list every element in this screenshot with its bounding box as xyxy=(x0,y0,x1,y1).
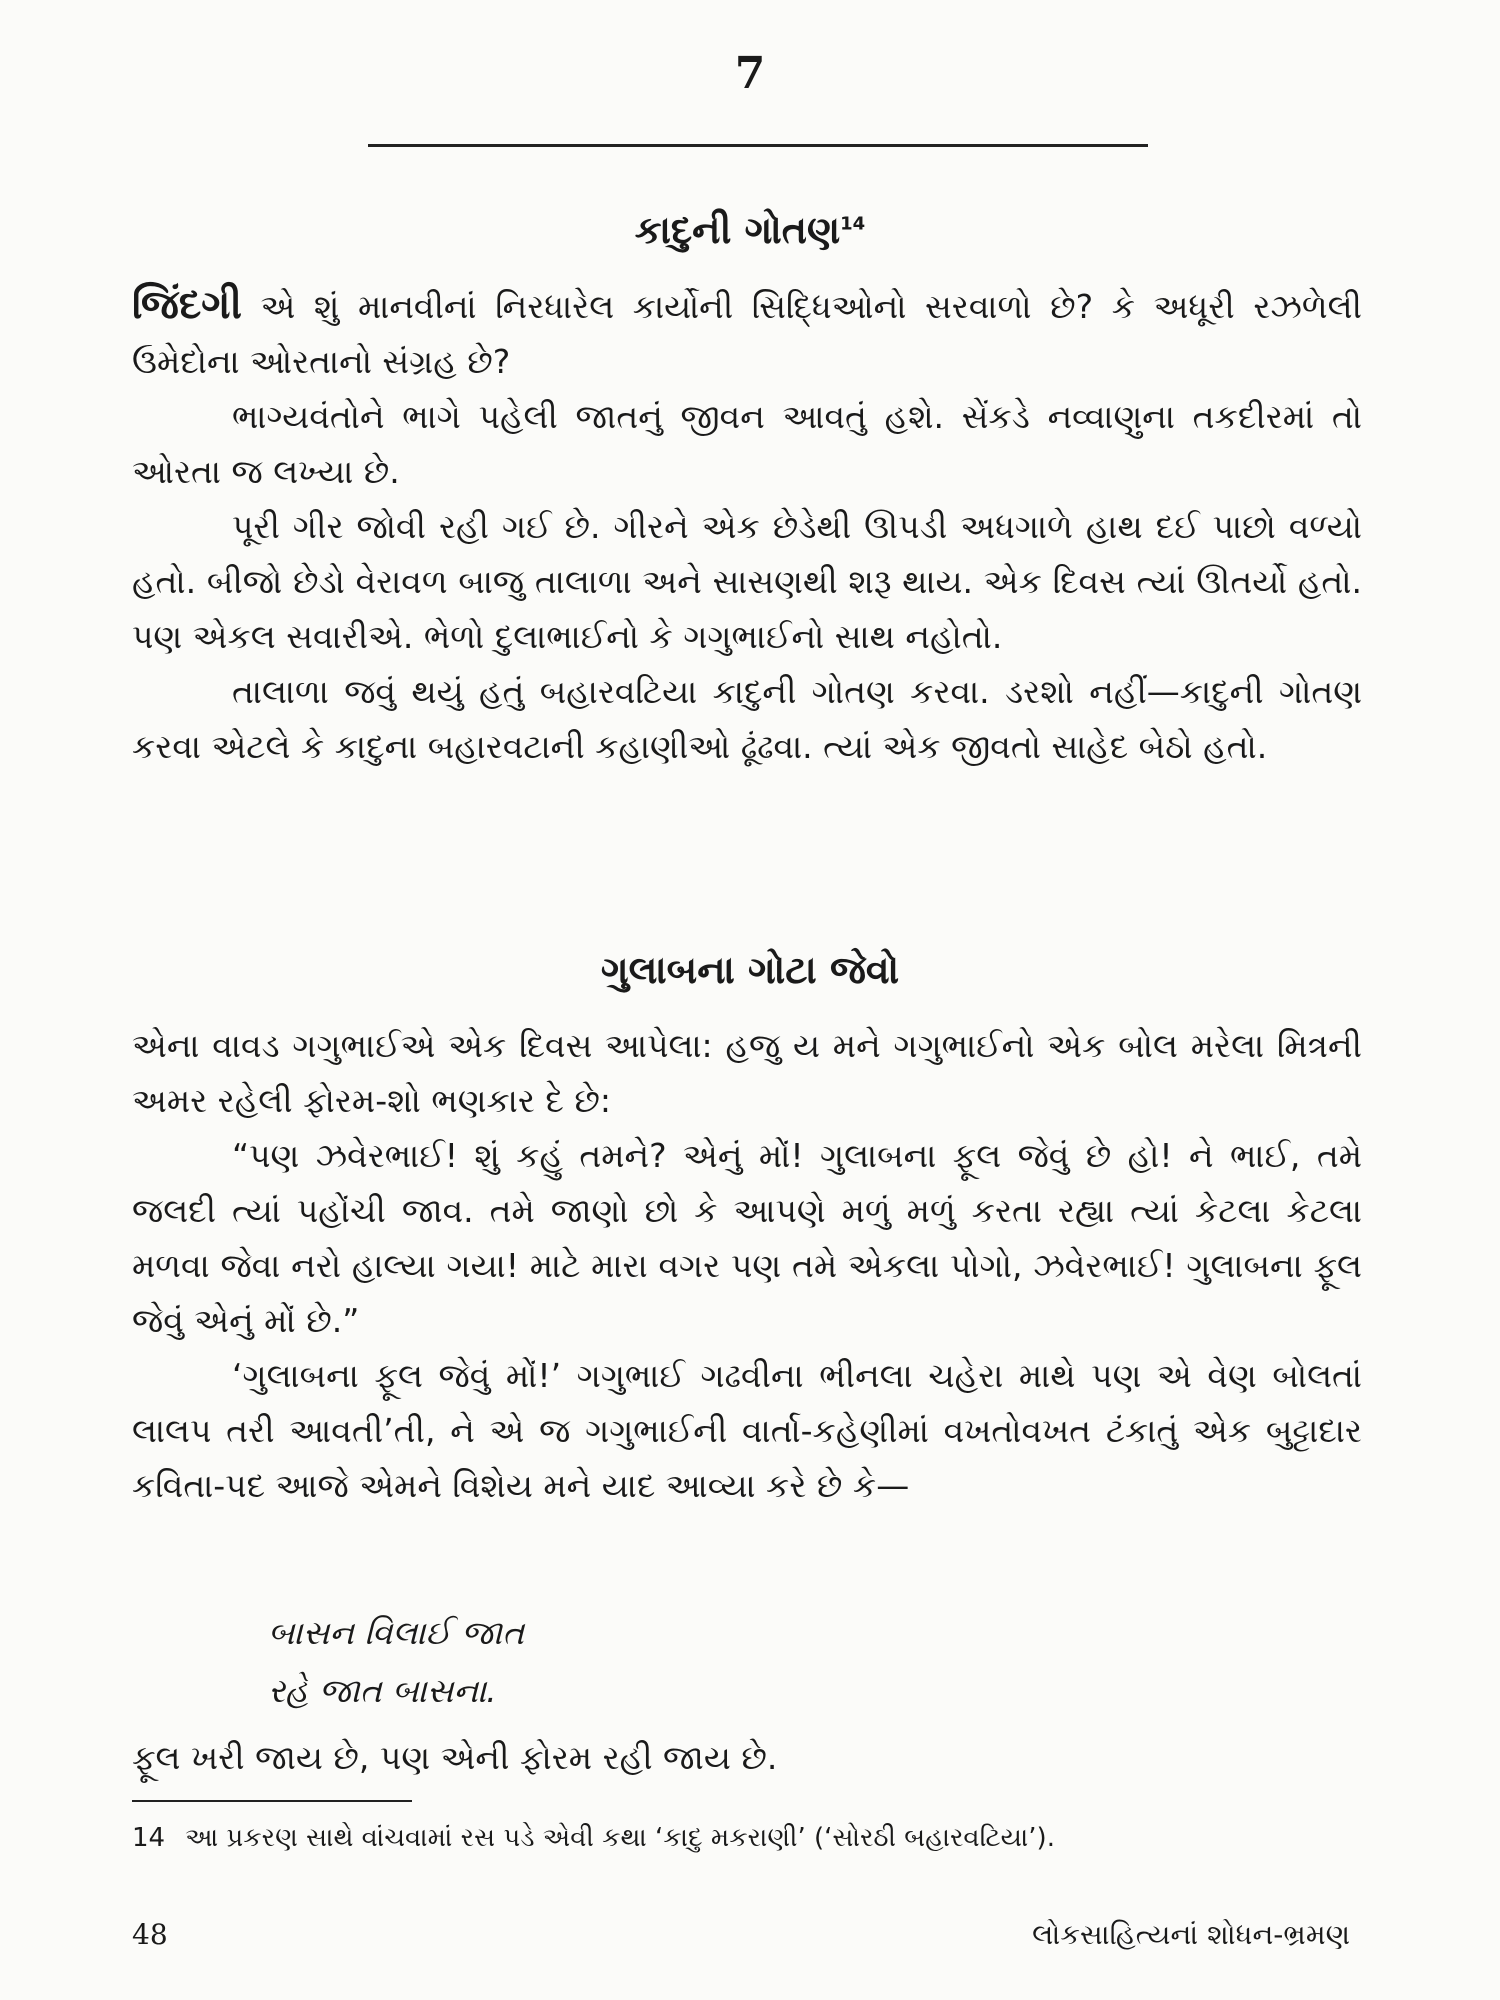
chapter-number: 7 xyxy=(734,48,766,99)
paragraph: તાલાળા જવું થયું હતું બહારવટિયા કાદુની ગોતણ કરવા. ડરશો નહીં—કાદુની ગોતણ કરવા એટલે કે કાદુના બહારવટાની કહાણીઓ ઢૂંઢવા. ત્યાં એક જીવતો સાહેદ બેઠો હતો. xyxy=(132,672,1362,766)
footnote-marker: 14 xyxy=(840,213,866,235)
footnote-number: 14 xyxy=(132,1823,166,1853)
section-body-gulab xyxy=(132,1018,1362,1513)
verse-line: બાસન વિલાઈ જાત xyxy=(268,1613,525,1652)
closing-line: ફૂલ ખરી જાય છે, પણ એની ફોરમ રહી જાય છે. xyxy=(132,1738,778,1777)
paragraph-text: એ શું માનવીનાં નિરધારેલ કાર્યોની સિદ્ધિઓનો સરવાળો છે? કે અધૂરી રઝળેલી ઉમેદોના ઓરતાનો સંગ્રહ છે? xyxy=(132,287,1362,381)
section-heading-gulab: ગુલાબના ગોટા જેવો xyxy=(600,948,900,992)
footnote-text: આ પ્રકરણ સાથે વાંચવામાં રસ પડે એવી કથા ‘કાદુ મકરાણી’ (‘સોરઠી બહારવટિયા’). xyxy=(185,1823,1055,1853)
paragraph: પૂરી ગીર જોવી રહી ગઈ છે. ગીરને એક છેડેથી ઊપડી અધગાળે હાથ દઈ પાછો વળ્યો હતો. બીજો છેડો વેરાવળ બાજુ તાલાળા અને સાસણથી શરૂ થાય. એક દિવસ ત્યાં ઊતર્યો હતો. પણ એકલ સવારીએ. ભેળો દુલાભાઈનો કે ગગુભાઈનો સાથ નહોતો. xyxy=(132,507,1362,656)
paragraph: ભાગ્યવંતોને ભાગે પહેલી જાતનું જીવન આવતું હશે. સેંકડે નવ્વાણુના તકદીરમાં તો ઓરતા જ લખ્યા છે. xyxy=(132,397,1362,491)
drop-word: જિંદગી xyxy=(132,282,242,328)
section-heading-text: કાદુની ગોતણ xyxy=(634,208,841,252)
verse-quote xyxy=(268,1604,524,1720)
footnote xyxy=(132,1818,1372,1858)
verse-line: રહે જાત બાસના. xyxy=(268,1671,497,1710)
chapter-divider xyxy=(368,144,1148,147)
paragraph: ‘ગુલાબના ફૂલ જેવું મોં!’ ગગુભાઈ ગઢવીના ભીનલા ચહેરા માથે પણ એ વેણ બોલતાં લાલપ તરી આવતી’તી, ને એ જ ગગુભાઈની વાર્તા-કહેણીમાં વખતોવખત ટંકાતું એક બુટ્ટાદાર કવિતા-પદ આજે એમને વિશેય મને યાદ આવ્યા કરે છે કે— xyxy=(132,1356,1362,1505)
paragraph xyxy=(132,278,1362,389)
section-body-kadu xyxy=(132,278,1362,774)
page-number: 48 xyxy=(132,1918,168,1951)
footnote-divider xyxy=(132,1800,412,1802)
paragraph: “પણ ઝવેરભાઈ! શું કહું તમને? એનું મોં! ગુલાબના ફૂલ જેવું છે હો! ને ભાઈ, તમે જલદી ત્યાં પહોંચી જાવ. તમે જાણો છો કે આપણે મળું મળું કરતા રહ્યા ત્યાં કેટલા કેટલા મળવા જેવા નરો હાલ્યા ગયા! માટે મારા વગર પણ તમે એકલા પોગો, ઝવેરભાઈ! ગુલાબના ફૂલ જેવું એનું મોં છે.” xyxy=(132,1136,1362,1340)
section-heading-kadu xyxy=(0,208,1500,253)
running-footer: લોકસાહિત્યનાં શોધન-ભ્રમણ xyxy=(1032,1918,1350,1951)
paragraph: એના વાવડ ગગુભાઈએ એક દિવસ આપેલા: હજુ ય મને ગગુભાઈનો એક બોલ મરેલા મિત્રની અમર રહેલી ફોરમ-શો ભણકાર દે છે: xyxy=(132,1026,1362,1120)
